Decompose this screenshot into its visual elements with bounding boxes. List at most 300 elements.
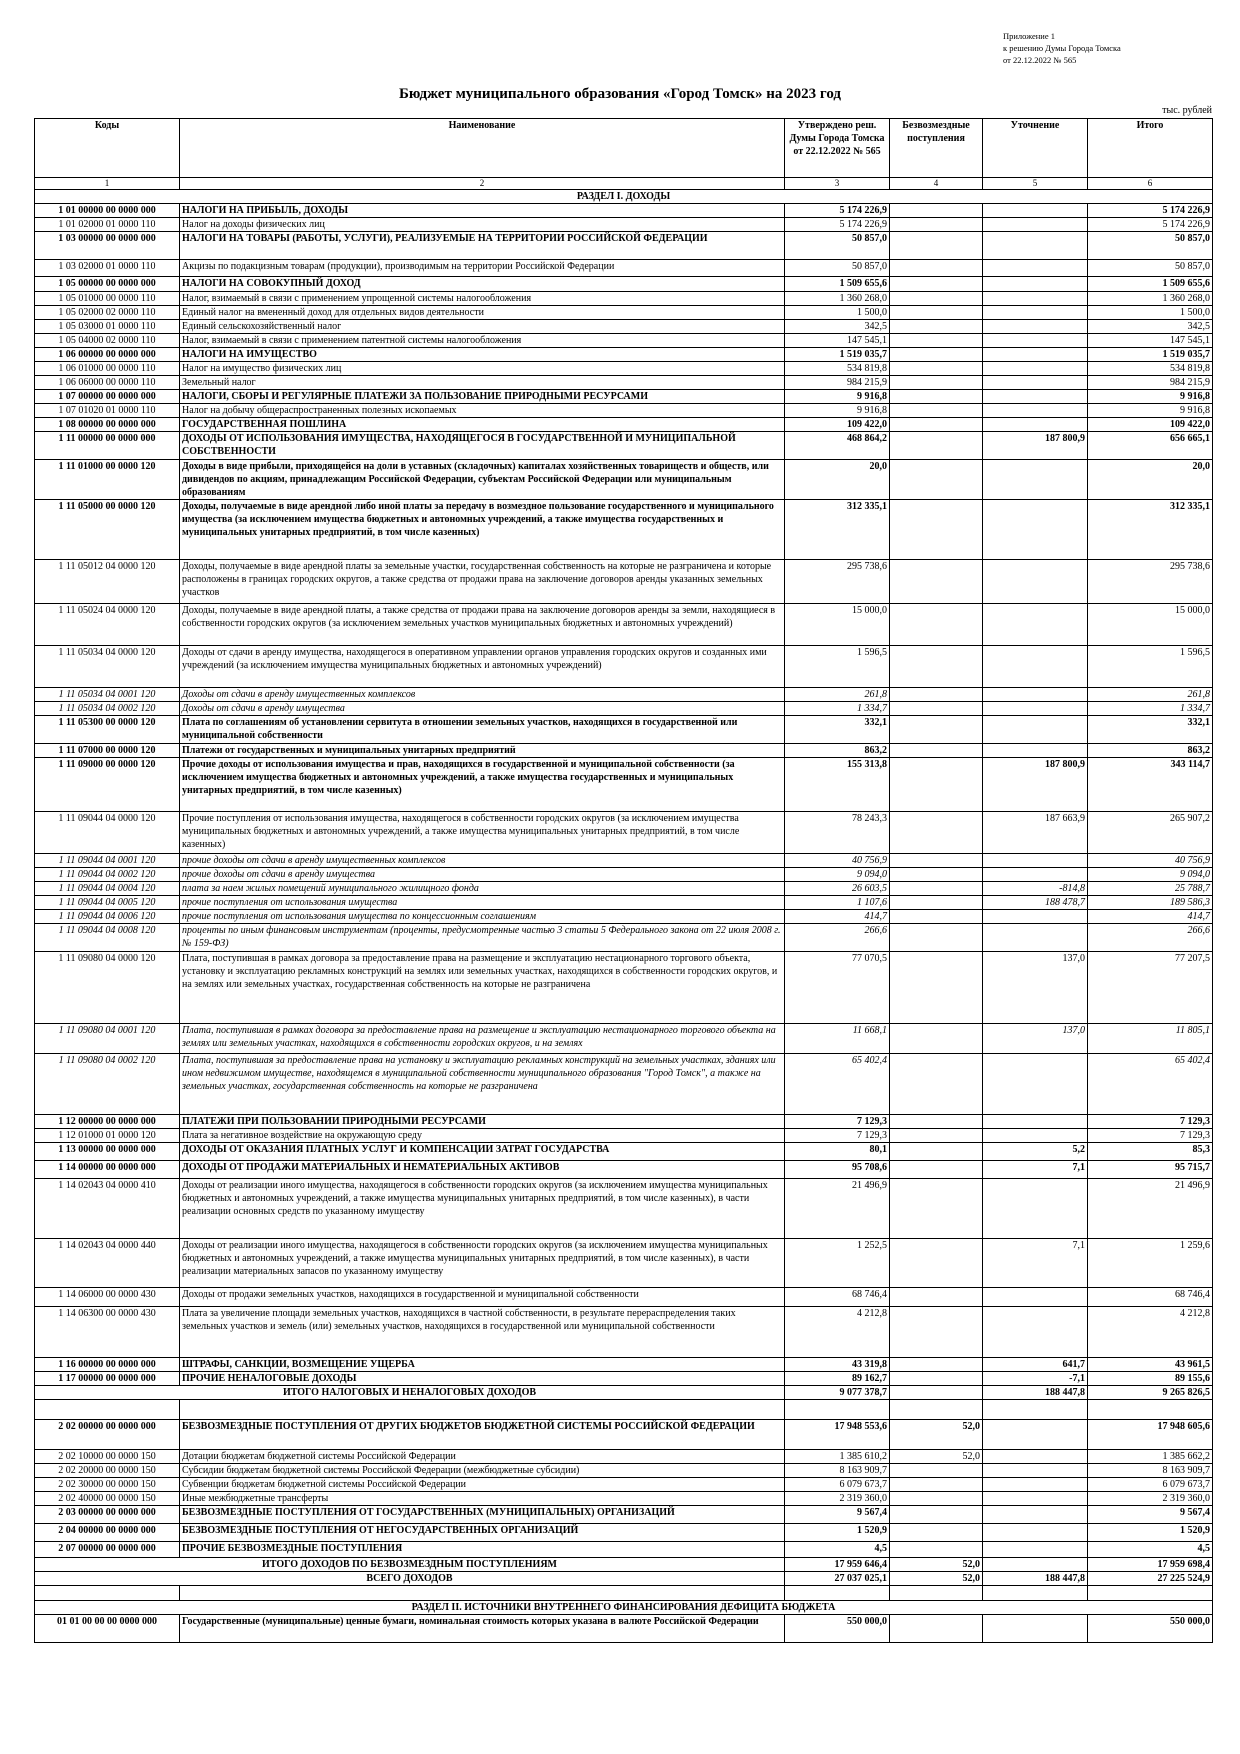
- cell-total: 2 319 360,0: [1088, 1492, 1213, 1506]
- cell-total: 5 174 226,9: [1088, 204, 1213, 218]
- cell-total: 8 163 909,7: [1088, 1464, 1213, 1478]
- cell-clarification: -7,1: [983, 1372, 1088, 1386]
- cell-approved: 1 500,0: [785, 306, 890, 320]
- cell-approved: 7 129,3: [785, 1115, 890, 1129]
- cell-grants: [890, 390, 983, 404]
- table-row: [35, 1288, 1213, 1307]
- cell-clarification: [983, 334, 1088, 348]
- cell-clarification: [983, 348, 1088, 362]
- table-row: [35, 744, 1213, 758]
- cell-clarification: [983, 1420, 1088, 1450]
- table-row: [35, 1372, 1213, 1386]
- cell-total: 89 155,6: [1088, 1372, 1213, 1386]
- cell-approved: 26 603,5: [785, 882, 890, 896]
- cell-approved: 78 243,3: [785, 812, 890, 854]
- total-label: ИТОГО ДОХОДОВ ПО БЕЗВОЗМЕЗДНЫМ ПОСТУПЛЕНИЯМ: [35, 1558, 785, 1572]
- cell-name: ДОХОДЫ ОТ ИСПОЛЬЗОВАНИЯ ИМУЩЕСТВА, НАХОДЯЩЕГОСЯ В ГОСУДАРСТВЕННОЙ И МУНИЦИПАЛЬНОЙ СОБСТВЕННОСТИ: [180, 432, 785, 460]
- cell-approved: 9 567,4: [785, 1506, 890, 1524]
- cell-name: Доходы, получаемые в виде арендной платы за земельные участки, государственная собственность на которые не разграничена и которые расположены в границах городских округов, а также средства от продажи права на заключение договоров аренды указанных земельных участков: [180, 560, 785, 604]
- cell-code: 2 02 10000 00 0000 150: [35, 1450, 180, 1464]
- cell-approved: 1 252,5: [785, 1239, 890, 1288]
- cell-name: ПЛАТЕЖИ ПРИ ПОЛЬЗОВАНИИ ПРИРОДНЫМИ РЕСУРСАМИ: [180, 1115, 785, 1129]
- cell-name: БЕЗВОЗМЕЗДНЫЕ ПОСТУПЛЕНИЯ ОТ НЕГОСУДАРСТВЕННЫХ ОРГАНИЗАЦИЙ: [180, 1524, 785, 1542]
- cell-code: 1 03 02000 01 0000 110: [35, 260, 180, 277]
- cell-clarification: [983, 924, 1088, 952]
- cell-clarification: 7,1: [983, 1239, 1088, 1288]
- cell-total: 312 335,1: [1088, 500, 1213, 560]
- cell-total: 77 207,5: [1088, 952, 1213, 1024]
- cell-total: 414,7: [1088, 910, 1213, 924]
- table-row: [35, 1024, 1213, 1054]
- cell-clarification: [983, 744, 1088, 758]
- cell-name: Субвенции бюджетам бюджетной системы Российской Федерации: [180, 1478, 785, 1492]
- cell-approved: 89 162,7: [785, 1372, 890, 1386]
- cell-total: 95 715,7: [1088, 1161, 1213, 1179]
- appendix-line-3: от 22.12.2022 № 565: [1003, 55, 1077, 65]
- cell-clarification: [983, 460, 1088, 500]
- table-row: [35, 896, 1213, 910]
- cell-clarification: 187 663,9: [983, 812, 1088, 854]
- cell-clarification: [983, 1307, 1088, 1358]
- cell-code: 1 17 00000 00 0000 000: [35, 1372, 180, 1386]
- cell-name: Единый сельскохозяйственный налог: [180, 320, 785, 334]
- table-row: [35, 1129, 1213, 1143]
- column-number: 1: [35, 178, 180, 190]
- cell-grants: [890, 1307, 983, 1358]
- cell-code: 2 02 40000 00 0000 150: [35, 1492, 180, 1506]
- cell-approved: 550 000,0: [785, 1615, 890, 1643]
- cell-grants: [890, 744, 983, 758]
- table-row: [35, 418, 1213, 432]
- cell-clarification: [983, 560, 1088, 604]
- cell-name: Плата по соглашениям об установлении сервитута в отношении земельных участков, находящихся в государственной или муниципальной собственности: [180, 716, 785, 744]
- cell-total: 85,3: [1088, 1143, 1213, 1161]
- cell-approved: 68 746,4: [785, 1288, 890, 1307]
- cell-code: 1 14 00000 00 0000 000: [35, 1161, 180, 1179]
- cell-approved: 1 509 655,6: [785, 277, 890, 292]
- cell-clarification: [983, 1400, 1088, 1420]
- cell-name: Единый налог на вмененный доход для отдельных видов деятельности: [180, 306, 785, 320]
- cell-total: 17 948 605,6: [1088, 1420, 1213, 1450]
- cell-grants: [890, 854, 983, 868]
- cell-code: 1 11 09044 04 0000 120: [35, 812, 180, 854]
- cell-code: 1 06 06000 00 0000 110: [35, 376, 180, 390]
- cell-code: [35, 1400, 180, 1420]
- cell-name: Плата, поступившая за предоставление права на установку и эксплуатацию рекламных конструкций на земельных участках, зданиях или ином недвижимом имуществе, находящемся в муниципальной собственности муниципального образования "Город Томск", а также на земельных участках, государственная собственность на которые не разграничена: [180, 1054, 785, 1115]
- table-row: [35, 702, 1213, 716]
- cell-grants: [890, 882, 983, 896]
- table-row: [35, 1115, 1213, 1129]
- cell-clarification: [983, 404, 1088, 418]
- column-numbers-row: [35, 178, 1213, 190]
- cell-grants: [890, 1115, 983, 1129]
- section-row: [35, 190, 1213, 204]
- table-row: [35, 376, 1213, 390]
- cell-name: Доходы, получаемые в виде арендной либо иной платы за передачу в возмездное пользование государственного и муниципального имущества (за исключением имущества бюджетных и автономных учреждений, а также имущества государственных и муниципальных унитарных предприятий, в том числе казенных): [180, 500, 785, 560]
- cell-name: ПРОЧИЕ НЕНАЛОГОВЫЕ ДОХОДЫ: [180, 1372, 785, 1386]
- cell-approved: 5 174 226,9: [785, 204, 890, 218]
- cell-clarification: [983, 1464, 1088, 1478]
- table-row: [35, 1143, 1213, 1161]
- table-row: [35, 604, 1213, 646]
- table-row: [35, 334, 1213, 348]
- cell-clarification: [983, 868, 1088, 882]
- cell-code: 1 11 07000 00 0000 120: [35, 744, 180, 758]
- table-row: [35, 1524, 1213, 1542]
- cell-code: 1 05 01000 00 0000 110: [35, 292, 180, 306]
- cell-code: 1 14 06000 00 0000 430: [35, 1288, 180, 1307]
- table-row: [35, 1450, 1213, 1464]
- cell-approved: 95 708,6: [785, 1161, 890, 1179]
- table-row: [35, 260, 1213, 277]
- cell-grants: [890, 232, 983, 260]
- cell-clarification: [983, 1542, 1088, 1558]
- cell-code: 1 11 01000 00 0000 120: [35, 460, 180, 500]
- cell-total: 1 519 035,7: [1088, 348, 1213, 362]
- cell-grants: [890, 292, 983, 306]
- total-row: [35, 1558, 1213, 1572]
- cell-code: 01 01 00 00 00 0000 000: [35, 1615, 180, 1643]
- cell-name: ПРОЧИЕ БЕЗВОЗМЕЗДНЫЕ ПОСТУПЛЕНИЯ: [180, 1542, 785, 1558]
- cell-name: плата за наем жилых помещений муниципального жилищного фонда: [180, 882, 785, 896]
- cell-name: Плата за увеличение площади земельных участков, находящихся в частной собственности, в результате перераспределения таких земельных участков и земель (или) земельных участков, находящихся в государственной или муниципальной собственности: [180, 1307, 785, 1358]
- cell-approved: 147 545,1: [785, 334, 890, 348]
- table-row: [35, 277, 1213, 292]
- cell-clarification: 641,7: [983, 1358, 1088, 1372]
- cell-total: 15 000,0: [1088, 604, 1213, 646]
- cell-approved: 40 756,9: [785, 854, 890, 868]
- cell-approved: 21 496,9: [785, 1179, 890, 1239]
- cell-grants: 52,0: [890, 1450, 983, 1464]
- table-row: [35, 404, 1213, 418]
- cell-total: 9 916,8: [1088, 390, 1213, 404]
- cell-approved: 4 212,8: [785, 1307, 890, 1358]
- table-row: [35, 758, 1213, 812]
- table-row: [35, 924, 1213, 952]
- table-row: [35, 320, 1213, 334]
- cell-name: прочие доходы от сдачи в аренду имущества: [180, 868, 785, 882]
- cell-code: 1 07 01020 01 0000 110: [35, 404, 180, 418]
- column-number: 2: [180, 178, 785, 190]
- cell-clarification: [983, 204, 1088, 218]
- table-row: [35, 868, 1213, 882]
- cell-name: Иные межбюджетные трансферты: [180, 1492, 785, 1506]
- cell-approved: 1 385 610,2: [785, 1450, 890, 1464]
- cell-total: 17 959 698,4: [1088, 1558, 1213, 1572]
- cell-approved: 109 422,0: [785, 418, 890, 432]
- cell-code: 1 03 00000 00 0000 000: [35, 232, 180, 260]
- table-row: [35, 292, 1213, 306]
- cell-approved: 468 864,2: [785, 432, 890, 460]
- table-row: [35, 646, 1213, 688]
- cell-approved: 1 596,5: [785, 646, 890, 688]
- cell-total: 25 788,7: [1088, 882, 1213, 896]
- cell-approved: 155 313,8: [785, 758, 890, 812]
- cell-grants: [890, 362, 983, 376]
- cell-total: 1 385 662,2: [1088, 1450, 1213, 1464]
- cell-code: 1 11 05034 04 0002 120: [35, 702, 180, 716]
- cell-code: 1 08 00000 00 0000 000: [35, 418, 180, 432]
- cell-code: [35, 1586, 180, 1601]
- table-row: [35, 1420, 1213, 1450]
- table-row: [35, 952, 1213, 1024]
- cell-grants: [890, 1288, 983, 1307]
- table-row: [35, 854, 1213, 868]
- cell-total: 68 746,4: [1088, 1288, 1213, 1307]
- cell-approved: 4,5: [785, 1542, 890, 1558]
- cell-name: НАЛОГИ НА ИМУЩЕСТВО: [180, 348, 785, 362]
- cell-code: 1 05 00000 00 0000 000: [35, 277, 180, 292]
- cell-code: 1 11 09044 04 0008 120: [35, 924, 180, 952]
- cell-total: 40 756,9: [1088, 854, 1213, 868]
- cell-name: Налог, взимаемый в связи с применением упрощенной системы налогообложения: [180, 292, 785, 306]
- cell-clarification: [983, 1179, 1088, 1239]
- cell-approved: 9 094,0: [785, 868, 890, 882]
- table-row: [35, 1492, 1213, 1506]
- appendix-line-2: к решению Думы Города Томска: [1003, 43, 1121, 53]
- cell-clarification: 7,1: [983, 1161, 1088, 1179]
- cell-code: 1 11 09044 04 0001 120: [35, 854, 180, 868]
- column-number: 6: [1088, 178, 1213, 190]
- cell-code: 1 14 06300 00 0000 430: [35, 1307, 180, 1358]
- cell-total: 265 907,2: [1088, 812, 1213, 854]
- table-row: [35, 362, 1213, 376]
- cell-grants: [890, 500, 983, 560]
- cell-approved: 43 319,8: [785, 1358, 890, 1372]
- cell-clarification: [983, 1586, 1088, 1601]
- cell-code: 1 11 05000 00 0000 120: [35, 500, 180, 560]
- cell-code: 1 11 09044 04 0002 120: [35, 868, 180, 882]
- cell-approved: 17 959 646,4: [785, 1558, 890, 1572]
- cell-clarification: [983, 1129, 1088, 1143]
- cell-approved: 1 107,6: [785, 896, 890, 910]
- cell-code: 1 11 00000 00 0000 000: [35, 432, 180, 460]
- cell-grants: [890, 1372, 983, 1386]
- cell-clarification: [983, 646, 1088, 688]
- cell-total: 1 334,7: [1088, 702, 1213, 716]
- cell-grants: [890, 1524, 983, 1542]
- cell-grants: [890, 1400, 983, 1420]
- cell-grants: [890, 604, 983, 646]
- cell-total: 1 520,9: [1088, 1524, 1213, 1542]
- cell-code: 1 06 00000 00 0000 000: [35, 348, 180, 362]
- cell-approved: 1 360 268,0: [785, 292, 890, 306]
- cell-clarification: [983, 702, 1088, 716]
- cell-name: Земельный налог: [180, 376, 785, 390]
- cell-approved: 27 037 025,1: [785, 1572, 890, 1586]
- header-name: Наименование: [180, 119, 785, 178]
- cell-clarification: [983, 910, 1088, 924]
- cell-clarification: 137,0: [983, 952, 1088, 1024]
- cell-total: 342,5: [1088, 320, 1213, 334]
- table-row: [35, 1506, 1213, 1524]
- cell-approved: 2 319 360,0: [785, 1492, 890, 1506]
- cell-approved: 15 000,0: [785, 604, 890, 646]
- total-row: [35, 1572, 1213, 1586]
- cell-total: 1 596,5: [1088, 646, 1213, 688]
- cell-grants: 52,0: [890, 1420, 983, 1450]
- table-row: [35, 688, 1213, 702]
- cell-approved: 534 819,8: [785, 362, 890, 376]
- cell-name: ДОХОДЫ ОТ ПРОДАЖИ МАТЕРИАЛЬНЫХ И НЕМАТЕРИАЛЬНЫХ АКТИВОВ: [180, 1161, 785, 1179]
- cell-code: 1 11 09080 04 0001 120: [35, 1024, 180, 1054]
- cell-grants: [890, 1054, 983, 1115]
- column-number: 3: [785, 178, 890, 190]
- cell-approved: 414,7: [785, 910, 890, 924]
- cell-name: Платежи от государственных и муниципальных унитарных предприятий: [180, 744, 785, 758]
- cell-approved: 77 070,5: [785, 952, 890, 1024]
- cell-total: 43 961,5: [1088, 1358, 1213, 1372]
- cell-clarification: [983, 1288, 1088, 1307]
- cell-name: Доходы от продажи земельных участков, находящихся в государственной и муниципальной собственности: [180, 1288, 785, 1307]
- cell-grants: [890, 1143, 983, 1161]
- cell-total: 656 665,1: [1088, 432, 1213, 460]
- cell-grants: [890, 910, 983, 924]
- table-row: [35, 560, 1213, 604]
- table-row: [35, 348, 1213, 362]
- table-row: [35, 432, 1213, 460]
- cell-total: 1 500,0: [1088, 306, 1213, 320]
- cell-total: 295 738,6: [1088, 560, 1213, 604]
- cell-name: Налог на добычу общераспространенных полезных ископаемых: [180, 404, 785, 418]
- cell-grants: [890, 348, 983, 362]
- cell-code: 1 07 00000 00 0000 000: [35, 390, 180, 404]
- cell-clarification: [983, 1558, 1088, 1572]
- cell-clarification: 188 447,8: [983, 1572, 1088, 1586]
- cell-total: 9 916,8: [1088, 404, 1213, 418]
- cell-grants: [890, 218, 983, 232]
- cell-grants: [890, 334, 983, 348]
- cell-clarification: 5,2: [983, 1143, 1088, 1161]
- cell-approved: [785, 1400, 890, 1420]
- cell-grants: [890, 277, 983, 292]
- cell-total: 266,6: [1088, 924, 1213, 952]
- cell-name: НАЛОГИ, СБОРЫ И РЕГУЛЯРНЫЕ ПЛАТЕЖИ ЗА ПОЛЬЗОВАНИЕ ПРИРОДНЫМИ РЕСУРСАМИ: [180, 390, 785, 404]
- cell-code: 1 01 02000 01 0000 110: [35, 218, 180, 232]
- cell-name: Налог на доходы физических лиц: [180, 218, 785, 232]
- appendix-line-1: Приложение 1: [1003, 31, 1055, 41]
- cell-code: 1 01 00000 00 0000 000: [35, 204, 180, 218]
- cell-grants: [890, 204, 983, 218]
- cell-clarification: [983, 1524, 1088, 1542]
- units-label: тыс. рублей: [1162, 105, 1212, 116]
- cell-clarification: [983, 1115, 1088, 1129]
- table-row: [35, 1358, 1213, 1372]
- cell-name: Плата за негативное воздействие на окружающую среду: [180, 1129, 785, 1143]
- cell-code: 2 02 00000 00 0000 000: [35, 1420, 180, 1450]
- cell-name: Доходы от сдачи в аренду имущества, находящегося в оперативном управлении органов управления городских округов и созданных ими учреждений (за исключением имущества муниципальных бюджетных и автономных учреждений): [180, 646, 785, 688]
- cell-total: 189 586,3: [1088, 896, 1213, 910]
- cell-approved: 17 948 553,6: [785, 1420, 890, 1450]
- cell-clarification: [983, 1615, 1088, 1643]
- cell-total: [1088, 1586, 1213, 1601]
- cell-grants: [890, 1615, 983, 1643]
- cell-clarification: [983, 1450, 1088, 1464]
- cell-grants: [890, 460, 983, 500]
- cell-grants: [890, 1542, 983, 1558]
- cell-total: 9 265 826,5: [1088, 1386, 1213, 1400]
- cell-code: 1 11 09080 04 0000 120: [35, 952, 180, 1024]
- total-label: ИТОГО НАЛОГОВЫХ И НЕНАЛОГОВЫХ ДОХОДОВ: [35, 1386, 785, 1400]
- total-label: ВСЕГО ДОХОДОВ: [35, 1572, 785, 1586]
- cell-grants: [890, 716, 983, 744]
- cell-grants: [890, 812, 983, 854]
- cell-grants: [890, 702, 983, 716]
- cell-clarification: [983, 688, 1088, 702]
- cell-approved: 65 402,4: [785, 1054, 890, 1115]
- cell-clarification: [983, 854, 1088, 868]
- cell-clarification: [983, 292, 1088, 306]
- total-row: [35, 1386, 1213, 1400]
- cell-total: 1 509 655,6: [1088, 277, 1213, 292]
- cell-name: прочие доходы от сдачи в аренду имущественных комплексов: [180, 854, 785, 868]
- table-row: [35, 218, 1213, 232]
- cell-approved: 1 334,7: [785, 702, 890, 716]
- cell-approved: 20,0: [785, 460, 890, 500]
- cell-code: 2 04 00000 00 0000 000: [35, 1524, 180, 1542]
- cell-name: Доходы от сдачи в аренду имущества: [180, 702, 785, 716]
- cell-code: 1 13 00000 00 0000 000: [35, 1143, 180, 1161]
- cell-total: 50 857,0: [1088, 260, 1213, 277]
- table-row: [35, 390, 1213, 404]
- cell-name: ГОСУДАРСТВЕННАЯ ПОШЛИНА: [180, 418, 785, 432]
- cell-code: 1 11 05300 00 0000 120: [35, 716, 180, 744]
- cell-clarification: [983, 260, 1088, 277]
- cell-approved: 1 520,9: [785, 1524, 890, 1542]
- cell-clarification: [983, 1492, 1088, 1506]
- cell-code: 1 11 09044 04 0006 120: [35, 910, 180, 924]
- cell-clarification: 188 447,8: [983, 1386, 1088, 1400]
- cell-code: 2 02 30000 00 0000 150: [35, 1478, 180, 1492]
- cell-approved: 266,6: [785, 924, 890, 952]
- cell-total: 147 545,1: [1088, 334, 1213, 348]
- cell-total: 550 000,0: [1088, 1615, 1213, 1643]
- cell-approved: 5 174 226,9: [785, 218, 890, 232]
- cell-code: 1 05 02000 02 0000 110: [35, 306, 180, 320]
- cell-total: 332,1: [1088, 716, 1213, 744]
- table-row: [35, 500, 1213, 560]
- cell-grants: [890, 1386, 983, 1400]
- cell-total: 27 225 524,9: [1088, 1572, 1213, 1586]
- cell-approved: 50 857,0: [785, 232, 890, 260]
- cell-approved: 984 215,9: [785, 376, 890, 390]
- cell-total: 4 212,8: [1088, 1307, 1213, 1358]
- header-clarification: Уточнение: [983, 119, 1088, 178]
- cell-name: Доходы от реализации иного имущества, находящегося в собственности городских округов (за исключением имущества муниципальных бюджетных и автономных учреждений, а также имущества муниципальных унитарных предприятий, в том числе казенных), в части реализации материальных запасов по указанному имуществу: [180, 1239, 785, 1288]
- cell-code: 1 14 02043 04 0000 440: [35, 1239, 180, 1288]
- cell-grants: [890, 1464, 983, 1478]
- table-row: [35, 1400, 1213, 1420]
- cell-total: 261,8: [1088, 688, 1213, 702]
- cell-clarification: [983, 1506, 1088, 1524]
- cell-total: 534 819,8: [1088, 362, 1213, 376]
- cell-name: прочие поступления от использования имущества по концессионным соглашениям: [180, 910, 785, 924]
- cell-code: 1 11 05034 04 0000 120: [35, 646, 180, 688]
- cell-grants: 52,0: [890, 1572, 983, 1586]
- table-row: [35, 306, 1213, 320]
- page-title: Бюджет муниципального образования «Город Томск» на 2023 год: [399, 86, 841, 102]
- cell-name: БЕЗВОЗМЕЗДНЫЕ ПОСТУПЛЕНИЯ ОТ ДРУГИХ БЮДЖЕТОВ БЮДЖЕТНОЙ СИСТЕМЫ РОССИЙСКОЙ ФЕДЕРАЦИИ: [180, 1420, 785, 1450]
- cell-grants: [890, 688, 983, 702]
- table-row: [35, 1054, 1213, 1115]
- cell-name: НАЛОГИ НА ПРИБЫЛЬ, ДОХОДЫ: [180, 204, 785, 218]
- cell-name: Доходы от реализации иного имущества, находящегося в собственности городских округов (за исключением имущества муниципальных бюджетных и автономных учреждений, а также имущества муниципальных унитарных предприятий, в том числе казенных), в части реализации основных средств по указанному имуществу: [180, 1179, 785, 1239]
- cell-code: 1 16 00000 00 0000 000: [35, 1358, 180, 1372]
- table-row: [35, 1179, 1213, 1239]
- cell-grants: [890, 432, 983, 460]
- table-row: [35, 460, 1213, 500]
- cell-grants: [890, 1024, 983, 1054]
